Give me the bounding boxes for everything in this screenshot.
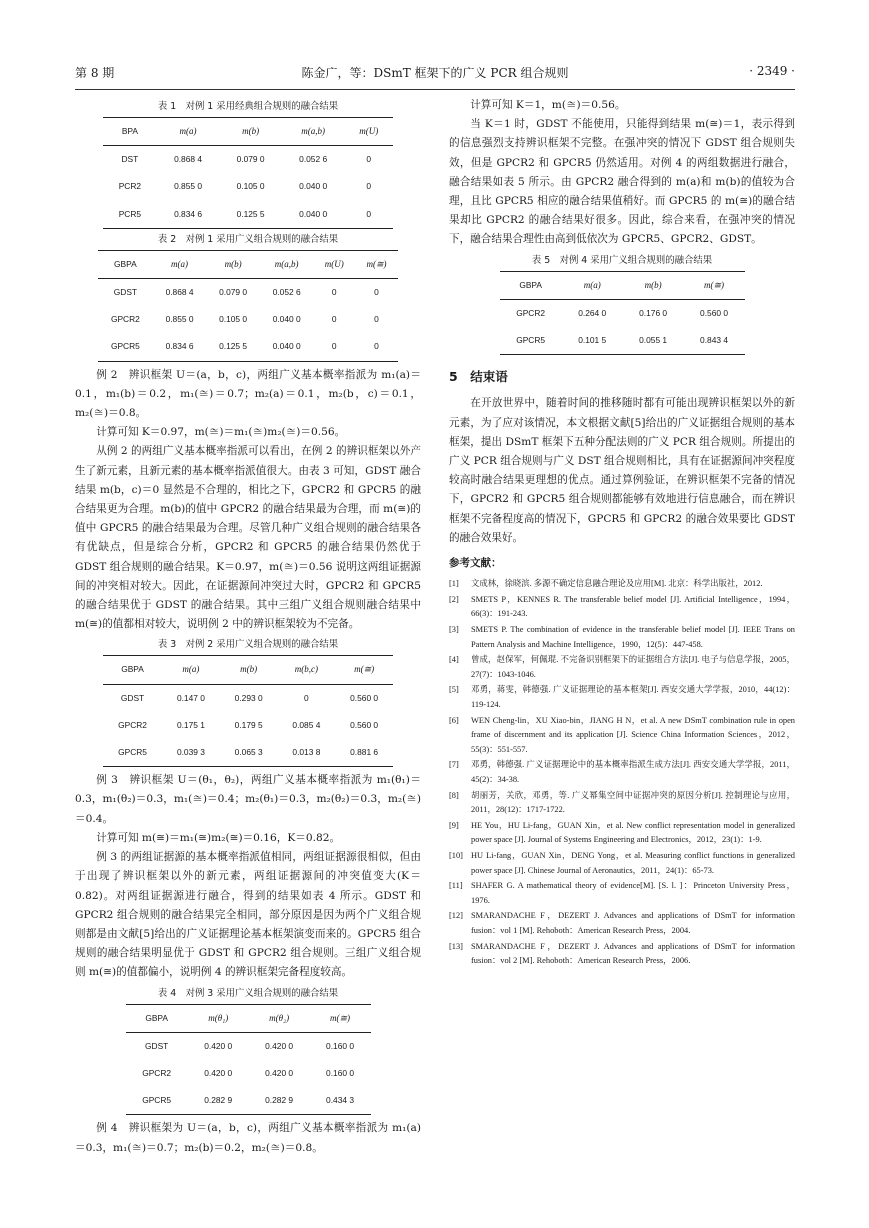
table-cell: DST [121, 154, 139, 165]
reference-item [449, 789, 795, 818]
column-header: m(≅) [354, 664, 375, 675]
header-rule [75, 89, 795, 90]
example3-analysis: 例 3 的两组证据源的基本概率指派值相同，两组证据源很相似，但由于出现了辨识框架以外的新元素，两组证据源间的冲突值变大(K＝0.82)。对两组证据源进行融合，得到的结果如表 4 所示。GDST 和 GPCR2 组合规则的融合结果完全相同，部分原因是因为两个广义组合规则都是由文献[5]给出的广义证据理论基本框架演变而来的。GPCR5 组合规则的融合结果明显优于 GDST 和 GPCR2 组合规则。三组广义组合规则 m(≅)的值都偏小，说明例 4 的辨识框架完备程度较高。 [75, 851, 421, 979]
table-row [103, 712, 393, 739]
table-cell: 0.420 0 [204, 1040, 233, 1051]
example2-calc: 计算可知 K＝0.97，m(≅)＝m₁(≅)m₂(≅)＝0.56。 [96, 426, 346, 439]
table5 [500, 271, 745, 356]
table-cell: 0.013 8 [292, 747, 321, 758]
reference-text: 胡丽芳，关欣，邓勇，等. 广义幂集空间中证据冲突的原因分析[J]. 控制理论与应用，2011，28(12)：1717-1722. [471, 790, 795, 815]
right-column [449, 96, 795, 970]
table-row [103, 739, 393, 767]
table-cell: 0.843 4 [700, 335, 728, 346]
reference-number: [10] [449, 850, 463, 860]
table-header-row [103, 118, 393, 146]
reference-text: HU Li-fang，GUAN Xin，DENG Yong，et al. Measuring conflict functions in generalized power space [J]. Chinese Journal of Aeronautics，2011，24(1)：65-73. [471, 850, 795, 875]
table-row [98, 333, 398, 361]
running-title: 陈金广，等：DSmT 框架下的广义 PCR 组合规则 [301, 66, 569, 80]
table-cell: 0.282 9 [265, 1095, 294, 1106]
table-cell: 0 [366, 181, 372, 192]
table-cell: 0.125 5 [236, 208, 265, 219]
table2-caption: 表 2 对例 1 采用广义组合规则的融合结果 [157, 233, 339, 245]
table-row [126, 1087, 371, 1115]
table-cell: GDST [120, 692, 145, 703]
reference-item [449, 623, 795, 652]
table-cell: 0.105 0 [219, 314, 248, 325]
table-cell: GPCR5 [142, 1095, 172, 1106]
table-cell: 0.079 0 [219, 287, 248, 298]
column-header: GBPA [145, 1012, 168, 1023]
table-cell: 0 [331, 314, 337, 325]
reference-number: [12] [449, 911, 463, 921]
reference-number: [6] [449, 715, 459, 725]
column-header: GBPA [519, 279, 542, 290]
table-cell: 0.560 0 [350, 719, 379, 730]
table-cell: 0.881 6 [350, 747, 379, 758]
example2-analysis: 从例 2 的两组广义基本概率指派可以看出，在例 2 的辨识框架以外产生了新元素，且新元素的基本概率指派值很大。由表 3 可知，GDST 融合结果 m(b，c)＝0 显然是不合理的，相比之下，GPCR2 和 GPCR5 的融合结果更为合理。m(b)的值中 GPCR2 的融合结果最为合理，而 m(≅)的值中 GPCR5 的融合结果最为合理。尽管几种广义组合规则的融合结果各有优缺点，但是综合分析，GPCR2 和 GPCR5 的融合结果仍然优于 GDST 组合规则的融合结果。K＝0.97，m(≅)＝0.56 说明这两组证据源间的冲突相对较大。因此，在证据源间冲突过大时，GPCR2 和 GPCR5 的融合结果优于 GDST 的融合结果。其中三组广义组合规则融合结果中 m(≅)的值都相对较大，说明例 2 中的辨识框架较为不完备。 [75, 445, 421, 631]
reference-item [449, 909, 795, 938]
table1-caption: 表 1 对例 1 采用经典组合规则的融合结果 [157, 101, 339, 112]
table-cell: 0.039 3 [176, 747, 205, 758]
reference-text: SMETS P，KENNES R. The transferable belief model [J]. Artificial Intelligence，1994，66(3)：191-243. [471, 594, 795, 619]
section-title: 5 结束语 [449, 369, 508, 385]
table5-caption: 表 5 对例 4 采用广义组合规则的融合结果 [531, 254, 713, 266]
conclusion-paragraph: 在开放世界中，随着时间的推移随时都有可能出现辨识框架以外的新元素，为了应对该情况，本文根据文献[5]给出的广义证据组合规则的基本框架，提出 DSmT 框架下五种分配法则的广义 PCR 组合规则。所提出的广义 PCR 组合规则与广义 DST 组合规则相比，具有在证据源间冲突程度较高时融合结果更理想的优点。通过算例验证，在辨识框架不完备的情况下，GPCR2 和 GPCR5 组合规则都能够有效地进行信息融合，而在辨识框架不完备程度高的情况下，GPCR5 和 GPCR2 的融合效果要比 GDST 的融合效果好。 [449, 397, 795, 544]
reference-text: 文成林，徐晓滨. 多源不确定信息融合理论及应用[M]. 北京：科学出版社，2012. [471, 579, 763, 589]
table-cell: 0.176 0 [639, 307, 668, 318]
table-cell: 0 [366, 208, 372, 219]
table-cell: GPCR5 [516, 335, 546, 346]
column-header: m(U) [359, 126, 379, 136]
table-cell: GPCR5 [118, 747, 147, 758]
table-cell: 0.179 5 [234, 719, 263, 730]
reference-text: WEN Cheng-lin，XU Xiao-bin，JIANG H N，et al. A new DSmT combination rule in open frame of discernment and its application [J]. Science China Information Sciences，2012，55(3)：551-557. [471, 715, 795, 754]
table-cell: PCR2 [118, 181, 142, 192]
table-cell: 0.420 0 [265, 1040, 294, 1051]
column-header: m(≅) [330, 1012, 351, 1023]
page-header [75, 64, 795, 86]
table-cell: 0.834 6 [174, 208, 203, 219]
reference-number: [1] [449, 579, 459, 589]
table-cell: 0.434 3 [326, 1095, 354, 1106]
table-cell: GPCR2 [118, 719, 147, 730]
table-cell: 0.420 0 [204, 1067, 233, 1078]
reference-number: [2] [449, 594, 459, 604]
table-cell: 0 [304, 692, 309, 703]
reference-item [449, 879, 795, 908]
table-cell: GDST [145, 1040, 169, 1051]
table-header-row [103, 656, 393, 684]
table-cell: 0 [331, 287, 337, 298]
table-row [126, 1032, 371, 1060]
table-cell: 0.420 0 [265, 1067, 294, 1078]
table-row [103, 146, 393, 174]
example4-paragraph: 例 4 辨识框架为 U＝(a，b，c)，两组广义基本概率指派为 m₁(a)＝0.3，m₁(≅)＝0.7；m₂(b)＝0.2，m₂(≅)＝0.8。 [75, 1122, 421, 1154]
table-cell: 0.175 1 [176, 719, 205, 730]
reference-number: [4] [449, 655, 459, 665]
table3 [103, 655, 393, 767]
reference-number: [5] [449, 685, 459, 695]
table-header-row [98, 250, 398, 278]
table-cell: 0.040 0 [272, 341, 301, 352]
table-cell: 0.560 0 [700, 307, 728, 318]
column-header: m(b) [224, 258, 242, 269]
reference-number: [11] [449, 881, 463, 891]
table-row [500, 327, 745, 355]
table-cell: 0.560 0 [350, 692, 379, 703]
table-cell: 0.040 0 [272, 314, 301, 325]
table-row [103, 684, 393, 712]
table-cell: 0.293 0 [234, 692, 263, 703]
table-cell: 0.040 0 [299, 181, 328, 192]
table-cell: 0.147 0 [176, 692, 205, 703]
table-cell: 0.125 5 [219, 341, 248, 352]
reference-text: 邓勇，韩德强. 广义证据理论中的基本概率指派生成方法[J]. 西安交通大学学报，2011，45(2)：34-38. [471, 760, 795, 784]
reference-number: [13] [449, 941, 463, 951]
table-cell: 0.052 6 [272, 287, 301, 298]
table-cell: 0.264 0 [578, 307, 607, 318]
reference-text: HE You，HU Li-fang，GUAN Xin，et al. New conflict representation model in generalized power space [J]. Journal of Systems Engineering and Electronics，2012，23(1)：1-9. [471, 820, 795, 845]
reference-number: [3] [449, 625, 459, 635]
table-cell: 0.282 9 [204, 1095, 233, 1106]
reference-item [449, 714, 795, 758]
table4 [126, 1004, 371, 1116]
column-header: m(a) [171, 258, 189, 269]
table3-caption: 表 3 对例 2 采用广义组合规则的融合结果 [157, 639, 339, 651]
column-header: m(b,c) [294, 664, 318, 675]
column-header: GBPA [114, 258, 137, 269]
column-header: m(a) [182, 664, 200, 675]
reference-item [449, 593, 795, 622]
column-header: GBPA [121, 664, 144, 675]
reference-text: SHAFER G. A mathematical theory of evidence[M]. [S. l. ]：Princeton University Press，1976. [471, 881, 795, 905]
reference-text: SMETS P. The combination of evidence in the transferable belief model [J]. IEEE Trans on Pattern Analysis and Machine Intelligence，1990，12(5)：447-458. [471, 625, 795, 649]
table1 [103, 117, 393, 229]
table-row [98, 279, 398, 307]
table-cell: 0.052 6 [299, 154, 328, 165]
table-cell: 0.040 0 [299, 208, 328, 219]
table-cell: 0.055 1 [639, 335, 668, 346]
table-cell: 0.855 0 [165, 314, 194, 325]
issue-number: 第 8 期 [75, 66, 115, 80]
table-cell: 0.101 5 [578, 335, 607, 346]
reference-text: 邓勇，蒋雯，韩德强. 广义证据理论的基本框架[J]. 西安交通大学学报，2010，44(12)：119-124. [471, 685, 795, 710]
column-header: BPA [121, 126, 138, 136]
table-row [500, 299, 745, 327]
table-cell: 0 [331, 341, 337, 352]
example2-paragraph: 例 2 辨识框架 U＝(a，b，c)，两组广义基本概率指派为 m₁(a)＝0.1，m₁(b)＝0.2，m₁(≅)＝0.7；m₂(a)＝0.1，m₂(b，c)＝0.1，m₂(≅)＝0.8。 [75, 368, 421, 420]
example3-calc: 计算可知 m(≅)＝m₁(≅)m₂(≅)＝0.16，K＝0.82。 [96, 831, 341, 844]
reference-item [449, 683, 795, 712]
table-cell: GDST [113, 287, 138, 298]
table-row [126, 1060, 371, 1087]
example4-calc: 计算可知 K＝1，m(≅)＝0.56。 [470, 99, 626, 111]
reference-number: [9] [449, 820, 459, 830]
table-cell: 0.160 0 [326, 1067, 354, 1078]
column-header: m(a) [583, 279, 601, 290]
table-cell: 0 [374, 341, 379, 352]
reference-item [449, 940, 795, 969]
reference-text: SMARANDACHE F，DEZERT J. Advances and applications of DSmT for information fusion：vol 1 [M]. Rehoboth：American Research Press，2004. [471, 911, 795, 935]
column-header: m(≅) [366, 258, 387, 269]
table-cell: 0.085 4 [292, 719, 321, 730]
table-row [103, 173, 393, 200]
table-cell: GPCR2 [110, 314, 140, 325]
reference-item [449, 758, 795, 787]
column-header: m(b) [242, 126, 260, 136]
page-number: · 2349 · [749, 64, 795, 78]
table-cell: PCR5 [118, 208, 142, 219]
table-cell: 0.868 4 [165, 287, 194, 298]
reference-item [449, 849, 795, 878]
table-cell: 0.834 6 [165, 341, 194, 352]
column-header: m(a) [179, 126, 197, 136]
references-list [449, 577, 795, 968]
column-header: m(a,b) [274, 258, 299, 269]
table-cell: 0 [374, 287, 379, 298]
reference-item [449, 577, 795, 592]
column-header: m(θ₂) [269, 1012, 290, 1023]
table2 [98, 250, 398, 362]
column-header: m(θ₁) [208, 1012, 229, 1023]
reference-number: [8] [449, 790, 459, 800]
reference-text: SMARANDACHE F，DEZERT J. Advances and applications of DSmT for information fusion：vol 2 [M]. Rehoboth：American Research Press，2006. [471, 941, 795, 966]
reference-number: [7] [449, 760, 459, 770]
table-cell: 0.160 0 [326, 1040, 354, 1051]
reference-item [449, 819, 795, 848]
column-header: m(U) [324, 258, 344, 269]
table4-caption: 表 4 对例 3 采用广义组合规则的融合结果 [157, 987, 339, 999]
table-cell: 0.065 3 [234, 747, 263, 758]
table-cell: 0.079 0 [236, 154, 265, 165]
table-cell: 0.855 0 [174, 181, 203, 192]
table-cell: GPCR2 [142, 1067, 172, 1078]
table-cell: GPCR2 [516, 307, 546, 318]
column-header: m(b) [240, 664, 258, 675]
column-header: m(b) [644, 279, 662, 290]
table-cell: 0.868 4 [174, 154, 203, 165]
table-row [103, 201, 393, 229]
table-cell: 0 [366, 154, 372, 165]
left-column [75, 96, 421, 1158]
table-cell: 0 [374, 314, 379, 325]
example4-analysis: 当 K＝1 时，GDST 不能使用，只能得到结果 m(≅)＝1，表示得到的信息强烈支持辨识框架不完整。在强冲突的情况下 GDST 组合规则失效，但是 GPCR2 和 GPCR5 仍然适用。对例 4 的两组数据进行融合，融合结果如表 5 所示。由 GPCR2 融合得到的 m(a)和 m(b)的值较为合理，且比 GPCR5 相应的融合结果值稍好。而 GPCR5 的 m(≅)的融合结果却比 GPCR2 的融合结果好很多。因此，综合来看，在强冲突的情况下，融合结果合理性由高到低依次为 GPCR5、GPCR2、GDST。 [449, 118, 795, 246]
table-row [98, 306, 398, 333]
table-header-row [126, 1004, 371, 1032]
table-cell: 0.105 0 [236, 181, 265, 192]
table-cell: GPCR5 [110, 341, 140, 352]
reference-text: 曾成，赵保军，何佩琨. 不完备识别框架下的证据组合方法[J]. 电子与信息学报，2005，27(7)：1043-1046. [471, 655, 795, 679]
table-header-row [500, 271, 745, 299]
example3-paragraph: 例 3 辨识框架 U＝(θ₁，θ₂)，两组广义基本概率指派为 m₁(θ₁)＝0.3，m₁(θ₂)＝0.3，m₁(≅)＝0.4；m₂(θ₁)＝0.3，m₂(θ₂)＝0.3，m₂(≅)＝0.4。 [75, 774, 421, 825]
column-header: m(≅) [704, 279, 725, 290]
references-title: 参考文献： [449, 557, 502, 570]
column-header: m(a,b) [301, 126, 325, 136]
reference-item [449, 653, 795, 682]
